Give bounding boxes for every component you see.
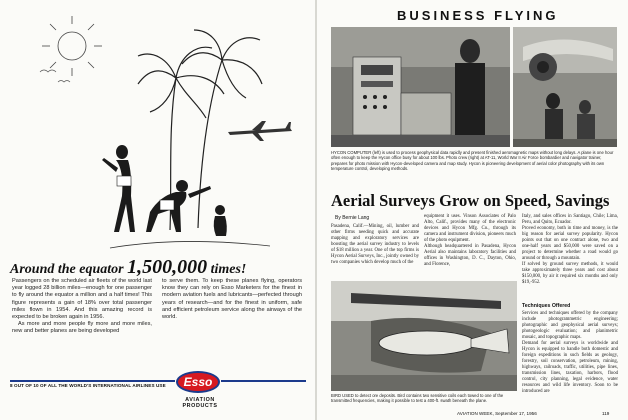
hycon-computer-photo: [331, 27, 510, 147]
top-photo-caption: HYCON COMPUTER (left) is used to process geophysical data rapidly and present finished aeromagnetic maps without long delays. A plane is one hour often enough to keep the Hycon office busy for about 100 lbs. Photo crew (right) at AT-11, World War II Air Force bombardier and navigator trainer, prepares for photo mission with Hycon-developed camera and map study. Hycon is pioneering development of aerial color photography with its own temperature control, developing methods.: [331, 150, 614, 172]
bottom-photo-caption: BIRD USED to detect ore deposits. Bird contains two sensitive coils each towed to one of the transmitted frequencies, making it possible to test a 400-ft. swath beneath the plane.: [331, 393, 504, 404]
subhead: Techniques Offered: [522, 303, 571, 309]
page-number: 119: [602, 411, 610, 416]
bird-icon: [58, 81, 70, 83]
divider-line: [221, 380, 306, 382]
body-column-3b: Services and techniques offered by the company include photogrammetric engineering; photographic and geophysical aerial surveys; photogeologic evaluation; and planimetric mosaic, and topographic maps. Demand for aerial surveys is worldwide and Hycon is equipped to handle both domestic and foreign expeditions in such fields as geology, forestry, soil conservation, petroleum, mining, highways, railroads, traffic, utilities, pipe lines, transmission lines, taxation, harbors, flood control, city planning, legal evidence, water resources and wild life inventory. Soon to be introduced are: [522, 311, 618, 394]
ad-body-column-2: [162, 278, 302, 321]
ad-footnote: 8 OUT OF 10 OF ALL THE WORLD'S INTERNATIONAL AIRLINES USE: [10, 383, 166, 388]
body-column-2: equipment it uses. Vinson Associates of Palo Alto, Calif., provides many of the electronic devices and Hycon Mfg. Co., through its camera and instrument division, pioneers much of the photo equipment. Although headquartered in Pasadena, Hycon Aerial also maintains laboratory facilities and offices in Washington, D. C., Dayton, Ohio, and Florence,: [424, 214, 516, 267]
bird-detector-photo: [331, 281, 517, 391]
ad-paragraph: to serve them. To keep these planes flying, operators know they can rely on Esso Marketers for the finest in modern aviation fuels and lubricants—perfected through years of research—and for the finest in uniform, safe and efficient petroleum service along the airways of the world.: [162, 278, 302, 321]
tropical-illustration: [0, 0, 315, 255]
ad-headline: [10, 256, 310, 279]
folio-left: AVIATION WEEK, September 17, 1956: [457, 411, 537, 416]
ad-paragraph: Passengers on the scheduled air fleets of the world last year logged 28 billion miles—enough for one passenger to fly around the equator a million and a half times! This figure represents a gain of 18% over total passenger miles flown in 1954. And this amazing record is expected to be broken again in 1956.: [12, 278, 152, 321]
palm-tree-icon: [138, 30, 262, 230]
ad-paragraph: As more and more people fly more and more miles, new and better planes are being developed: [12, 321, 152, 335]
sun-icon: [42, 16, 102, 76]
photo-crew-photo: [513, 27, 617, 147]
airliner-icon: [228, 121, 292, 141]
divider-line: [10, 380, 175, 382]
bird-icon: [40, 70, 56, 72]
ad-body-column-1: [12, 278, 152, 336]
section-heading: BUSINESS FLYING: [397, 8, 559, 23]
article-title: Aerial Surveys Grow on Speed, Savings: [331, 191, 610, 210]
body-column-1: Pasadena, Calif.—Mining, oil, lumber and other firms needing quick and accurate mapping and exploratory services are boosting the aerial survey industry to levels of $18 million a year. One of the top firms is Hycon Aerial Surveys, Inc., jointly owned by two companies which develop much of the: [331, 224, 419, 265]
headline-figure: 1,500,000: [127, 256, 208, 278]
headline-prefix: Around the equator: [10, 262, 128, 277]
headline-suffix: times!: [207, 262, 247, 277]
article-page: [317, 0, 628, 420]
byline: By Bernie Lang: [335, 215, 370, 221]
aviation-products-label: AVIATION PRODUCTS: [182, 397, 218, 409]
body-column-3a: Italy, and sales offices in Santiago, Chile; Lima, Peru, and Quito, Ecuador. Proved economy, both in time and money, is the big reason for aerial survey popularity. Hycon points out that on one contract alone, two and one-half years and $50,000 were saved on a project to determine whether a road would go around or through a mountain. If solved by ground survey methods, it would take approximately three years and cost about $150,000, by air it required six months and only $19,-952.: [522, 214, 618, 285]
figure-illustration: [102, 145, 227, 236]
esso-logo: Esso: [176, 371, 220, 393]
